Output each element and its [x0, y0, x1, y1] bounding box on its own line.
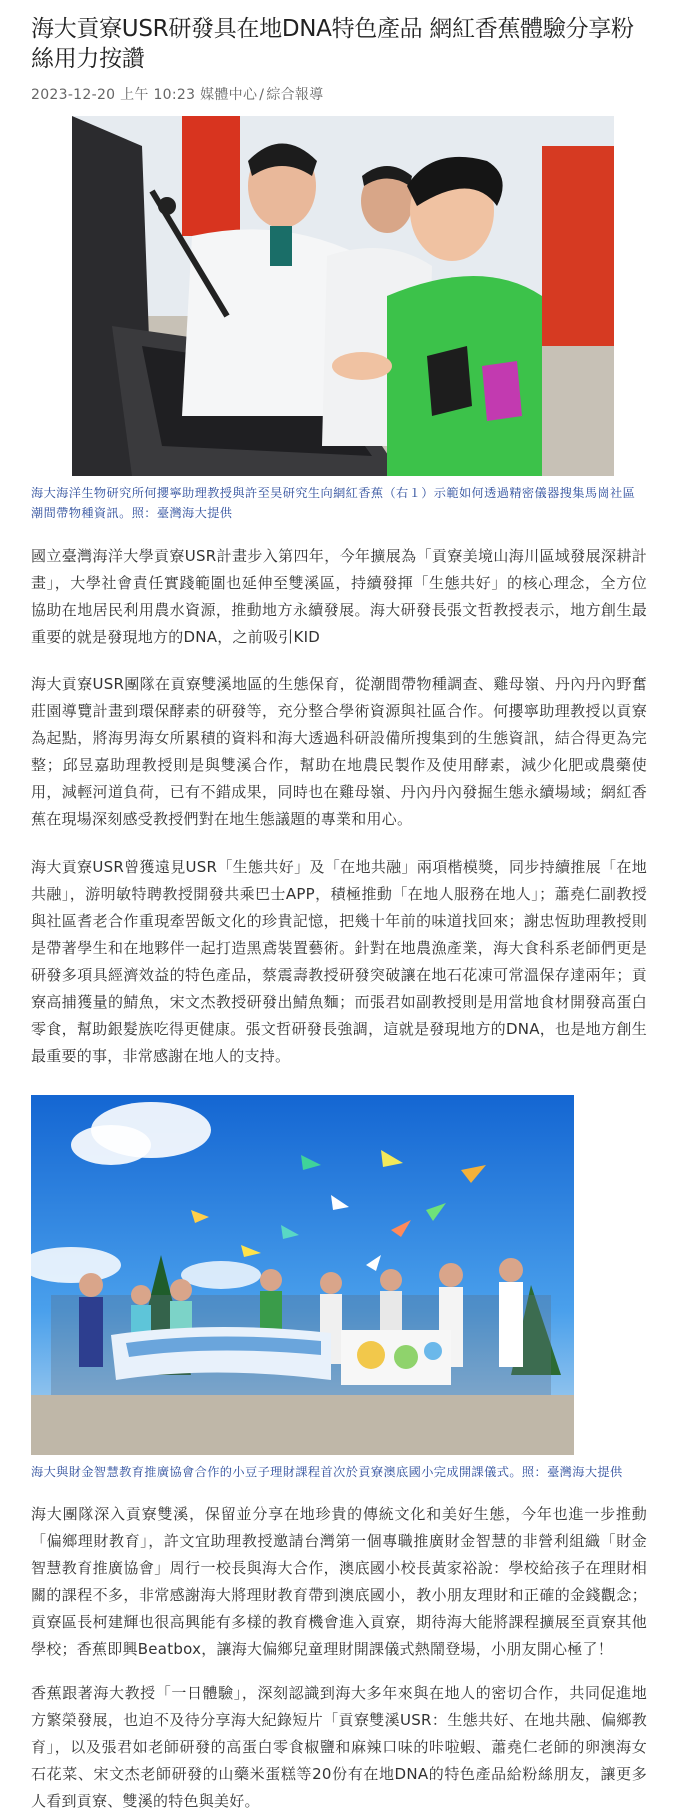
article-paragraph: 海大貢寮USR團隊在貢寮雙溪地區的生態保育，從潮間帶物種調查、雞母嶺、丹內丹內野奮莊園導覽計畫到環保酵素的研發等，充分整合學術資源與社區合作。何攖寧助理教授以貢寮為起點，將海男海女所累積的資料和海大透過科研設備所搜集到的生態資訊，結合得更為完整；邱昱嘉助理教授則是與雙溪合作，幫助在地農民製作及使用酵素，減少化肥或農藥使用，減輕河道負荷，已有不錯成果，同時也在雞母嶺、丹內丹內發掘生態永續場域；網紅香蕉在現場深刻感受教授們對在地生態議題的專業和用心。	[31, 675, 647, 828]
meta-separator: /	[259, 87, 265, 103]
figure-class-ceremony	[31, 1095, 647, 1482]
figure-lab-demo	[31, 116, 647, 523]
photo-lab-demo[interactable]	[72, 116, 614, 476]
article-date: 2023-12-20 上午 10:23	[31, 87, 196, 103]
article-category: 綜合報導	[266, 87, 324, 103]
article-source[interactable]: 媒體中心	[200, 87, 258, 103]
figure-caption: 海大與財金智慧教育推廣協會合作的小豆子理財課程首次於貢寮澳底國小完成開課儀式。照：臺灣海大提供	[31, 1465, 623, 1479]
figure-caption: 海大海洋生物研究所何攖寧助理教授與許至昊研究生向網紅香蕉（右１）示範如何透過精密儀器搜集馬崗社區潮間帶物種資訊。照：臺灣海大提供	[31, 486, 636, 520]
photo-class-ceremony[interactable]	[31, 1095, 574, 1455]
article-meta	[31, 86, 647, 104]
photo-class-ceremony-illustration	[31, 1095, 574, 1455]
article-title: 海大貢寮USR研發具在地DNA特色產品 網紅香蕉體驗分享粉絲用力按讚	[31, 16, 634, 72]
article-paragraph: 海大貢寮USR曾獲遠見USR「生態共好」及「在地共融」兩項楷模獎，同步持續推展「在地共融」，游明敏特聘教授開發共乘巴士APP，積極推動「在地人服務在地人」；蕭堯仁副教授與社區耆老合作重現牽罟飯文化的珍貴記憶，把幾十年前的味道找回來；謝忠恆助理教授則是帶著學生和在地夥伴一起打造黑鳶裝置藝術。針對在地農漁產業，海大食科系老師們更是研發多項具經濟效益的特色產品，蔡震壽教授研發突破讓在地石花凍可常溫保存達兩年；貢寮高捕獲量的鯖魚，宋文杰教授研發出鯖魚麵；而張君如副教授則是用當地食材開發高蛋白零食，幫助銀髮族吃得更健康。張文哲研發長強調，這就是發現地方的DNA，也是地方創生最重要的事，非常感謝在地人的支持。	[31, 858, 647, 1065]
article-paragraph: 香蕉跟著海大教授「一日體驗」，深刻認識到海大多年來與在地人的密切合作，共同促進地方繁榮發展，也迫不及待分享海大紀錄短片「貢寮雙溪USR：生態共好、在地共融、偏鄉教育」，以及張君如老師研發的高蛋白零食椒鹽和麻辣口味的咔啦蝦、蕭堯仁老師的卵澳海女石花菜、宋文杰老師研發的山藥米蛋糕等20份有在地DNA的特色產品給粉絲朋友，讓更多人看到貢寮、雙溪的特色與美好。	[31, 1684, 647, 1810]
article-paragraph: 海大團隊深入貢寮雙溪，保留並分享在地珍貴的傳統文化和美好生態，今年也進一步推動「偏鄉理財教育」，許文宜助理教授邀請台灣第一個專職推廣財金智慧的非營利組織「財金智慧教育推廣協會」周行一校長與海大合作，澳底國小校長黃家裕說：學校給孩子在理財相關的課程不多，非常感謝海大將理財教育帶到澳底國小，教小朋友理財和正確的金錢觀念；貢寮區長柯建輝也很高興能有多樣的教育機會進入貢寮，期待海大能將課程擴展至貢寮其他學校；香蕉即興Beatbox，讓海大偏鄉兒童理財開課儀式熱鬧登場，小朋友開心極了！	[31, 1505, 647, 1658]
photo-lab-demo-illustration	[72, 116, 614, 476]
article-paragraph: 國立臺灣海洋大學貢寮USR計畫步入第四年，今年擴展為「貢寮美境山海川區域發展深耕計畫」，大學社會責任實踐範圍也延伸至雙溪區，持續發揮「生態共好」的核心理念，全方位協助在地居民利用農水資源，推動地方永續發展。海大研發長張文哲教授表示，地方創生最重要的就是發現地方的DNA，之前吸引KID	[31, 547, 647, 646]
